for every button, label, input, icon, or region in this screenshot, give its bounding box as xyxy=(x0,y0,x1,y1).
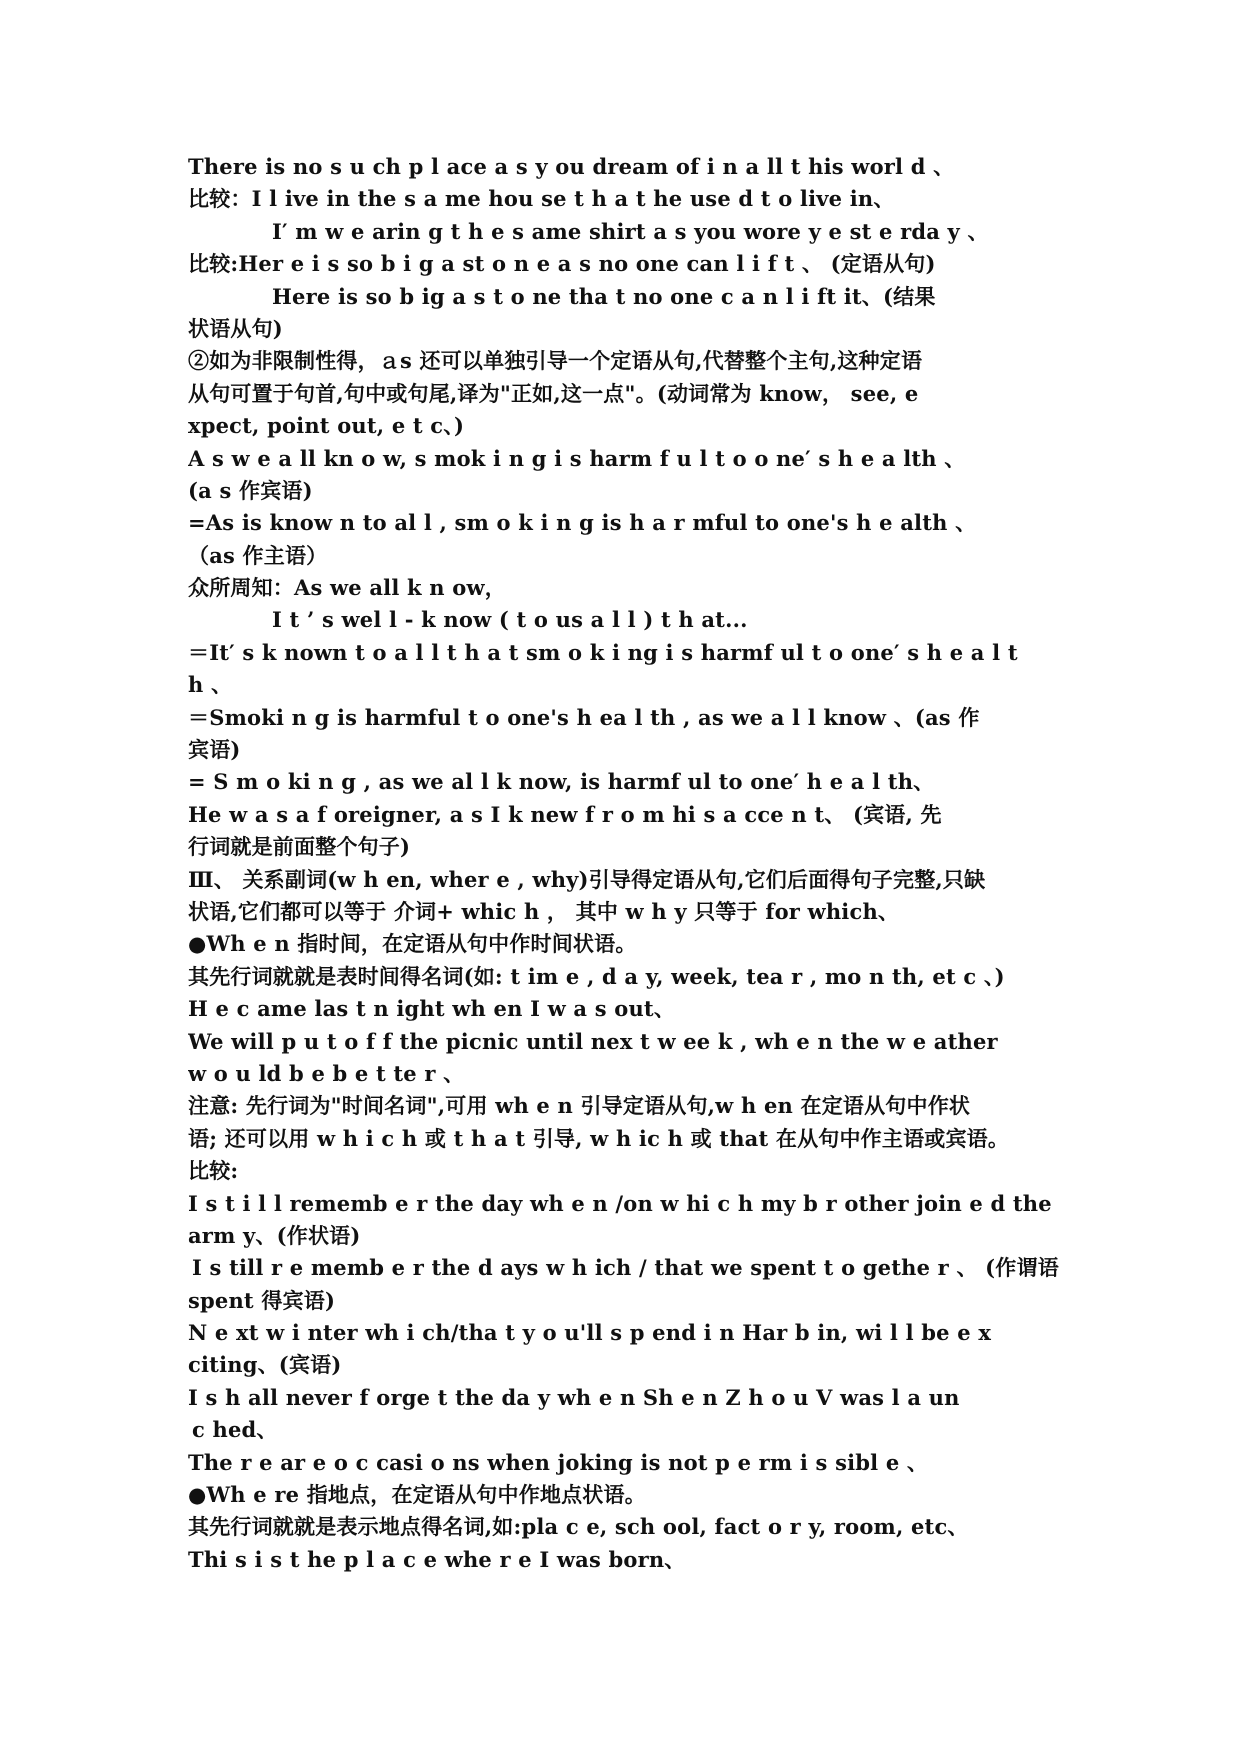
text-line: xpect, point out, e t c、) xyxy=(188,413,465,439)
text-line: 众所周知：As we all k n ow， xyxy=(188,575,506,601)
text-line: I′ m w e arin g t h e s ame shirt a s you wore y e st e rda y 、 xyxy=(272,218,989,244)
text-line: 比较: xyxy=(188,1158,239,1184)
text-line: = S m o ki n g , as we al l k now, is harmf ul to one′ h e a l th、 xyxy=(188,769,935,795)
text-line: 比较：I l ive in the s a me hou se t h a t he use d t o live in、 xyxy=(188,186,895,212)
text-line: ＝Smoki n g is harmful t o one's h ea l th , as we a l l know 、(as 作 xyxy=(188,704,980,730)
text-line: He w a s a f oreigner, a s I k new f r o m hi s a cce n t、 (宾语, 先 xyxy=(188,801,942,827)
text-line: ●Wh e n 指时间，在定语从句中作时间状语。 xyxy=(188,931,637,957)
text-line: 语; 还可以用 w h i c h 或 t h a t 引导, w h ic h 或 that 在从句中作主语或宾语。 xyxy=(188,1125,1010,1151)
text-line: 其先行词就就是表时间得名词(如: t im e , d a y, week, tea r , mo n th, et c 、) xyxy=(188,963,1005,989)
text-line: Thi s i s t he p l a c e whe r e I was born、 xyxy=(188,1546,686,1572)
text-line: The r e ar e o c casi o ns when joking is not p e rm i s sibl e 、 xyxy=(188,1449,929,1475)
text-line: I s h all never f orge t the da y wh e n Sh e n Z h o u V was l a un xyxy=(188,1384,960,1410)
text-line: h 、 xyxy=(188,672,233,698)
text-line: 状语,它们都可以等于 介词+ whic h ， 其中 w h y 只等于 for which、 xyxy=(188,898,900,924)
text-line: citing、(宾语) xyxy=(188,1352,342,1378)
text-line: c hed、 xyxy=(192,1417,278,1443)
text-line: 其先行词就就是表示地点得名词,如:pla c e, sch ool, fact o r y, room, etc、 xyxy=(188,1514,969,1540)
text-line: 宾语) xyxy=(188,737,241,763)
text-line: There is no s u ch p l ace a s y ou dream of i n a ll t his worl d 、 xyxy=(188,154,955,179)
text-line: ＝It′ s k nown t o a l l t h a t sm o k i ng i s harmf ul t o one′ s h e a l t xyxy=(188,639,1018,665)
text-line: 从句可置于句首,句中或句尾,译为"正如,这一点"。(动词常为 know， see, e xyxy=(188,380,919,406)
text-line: 注意: 先行词为"时间名词",可用 wh e n 引导定语从句,w h en 在定语从句中作状 xyxy=(188,1093,971,1119)
text-line: We will p u t o f f the picnic until nex t w ee k , wh e n the w e ather xyxy=(188,1028,998,1054)
text-line: Here is so b ig a s t o ne tha t no one c a n l i ft it、(结果 xyxy=(272,283,936,309)
text-line: Ⅲ、 关系副词(w h en, wher e , why)引导得定语从句,它们后面得句子完整,只缺 xyxy=(188,866,986,892)
text-line: spent 得宾语) xyxy=(188,1287,336,1313)
text-line: ●Wh e re 指地点，在定语从句中作地点状语。 xyxy=(188,1482,646,1508)
text-line: H e c ame las t n ight wh en I w a s out、 xyxy=(188,996,676,1022)
text-line: =As is know n to al l , sm o k i n g is h a r mful to one's h e alth 、 xyxy=(188,510,977,536)
text-line: ②如为非限制性得，ａs 还可以单独引导一个定语从句,代替整个主句,这种定语 xyxy=(188,348,923,374)
text-line: I s t i l l rememb e r the day wh e n /on w hi c h my b r other join e d the xyxy=(188,1190,1052,1216)
text-line: (a s 作宾语) xyxy=(188,477,313,503)
text-line: 比较:Her e i s so b i g a st o n e a s no one can l i f t 、 (定语从句) xyxy=(188,251,936,277)
text-line: N e xt w i nter wh i ch/tha t y o u'll s p end i n Har b in, wi l l be e x xyxy=(188,1320,992,1346)
text-line: （as 作主语） xyxy=(188,542,328,568)
text-line: w o u ld b e b e t te r 、 xyxy=(188,1060,465,1086)
text-line: 状语从句) xyxy=(188,315,283,341)
document-page xyxy=(188,151,1068,1576)
text-line: I t ’ s wel l - k now ( t o us a l l ) t h at... xyxy=(272,607,748,633)
text-line: I s till r e memb e r the d ays w h ich / that we spent t o gethe r 、 (作谓语 xyxy=(192,1255,1059,1281)
text-line: 行词就是前面整个句子) xyxy=(188,834,411,860)
text-line: A s w e a ll kn o w, s mok i n g i s harm f u l t o o ne′ s h e a lth 、 xyxy=(188,445,966,471)
text-line: arm y、(作状语) xyxy=(188,1222,361,1248)
